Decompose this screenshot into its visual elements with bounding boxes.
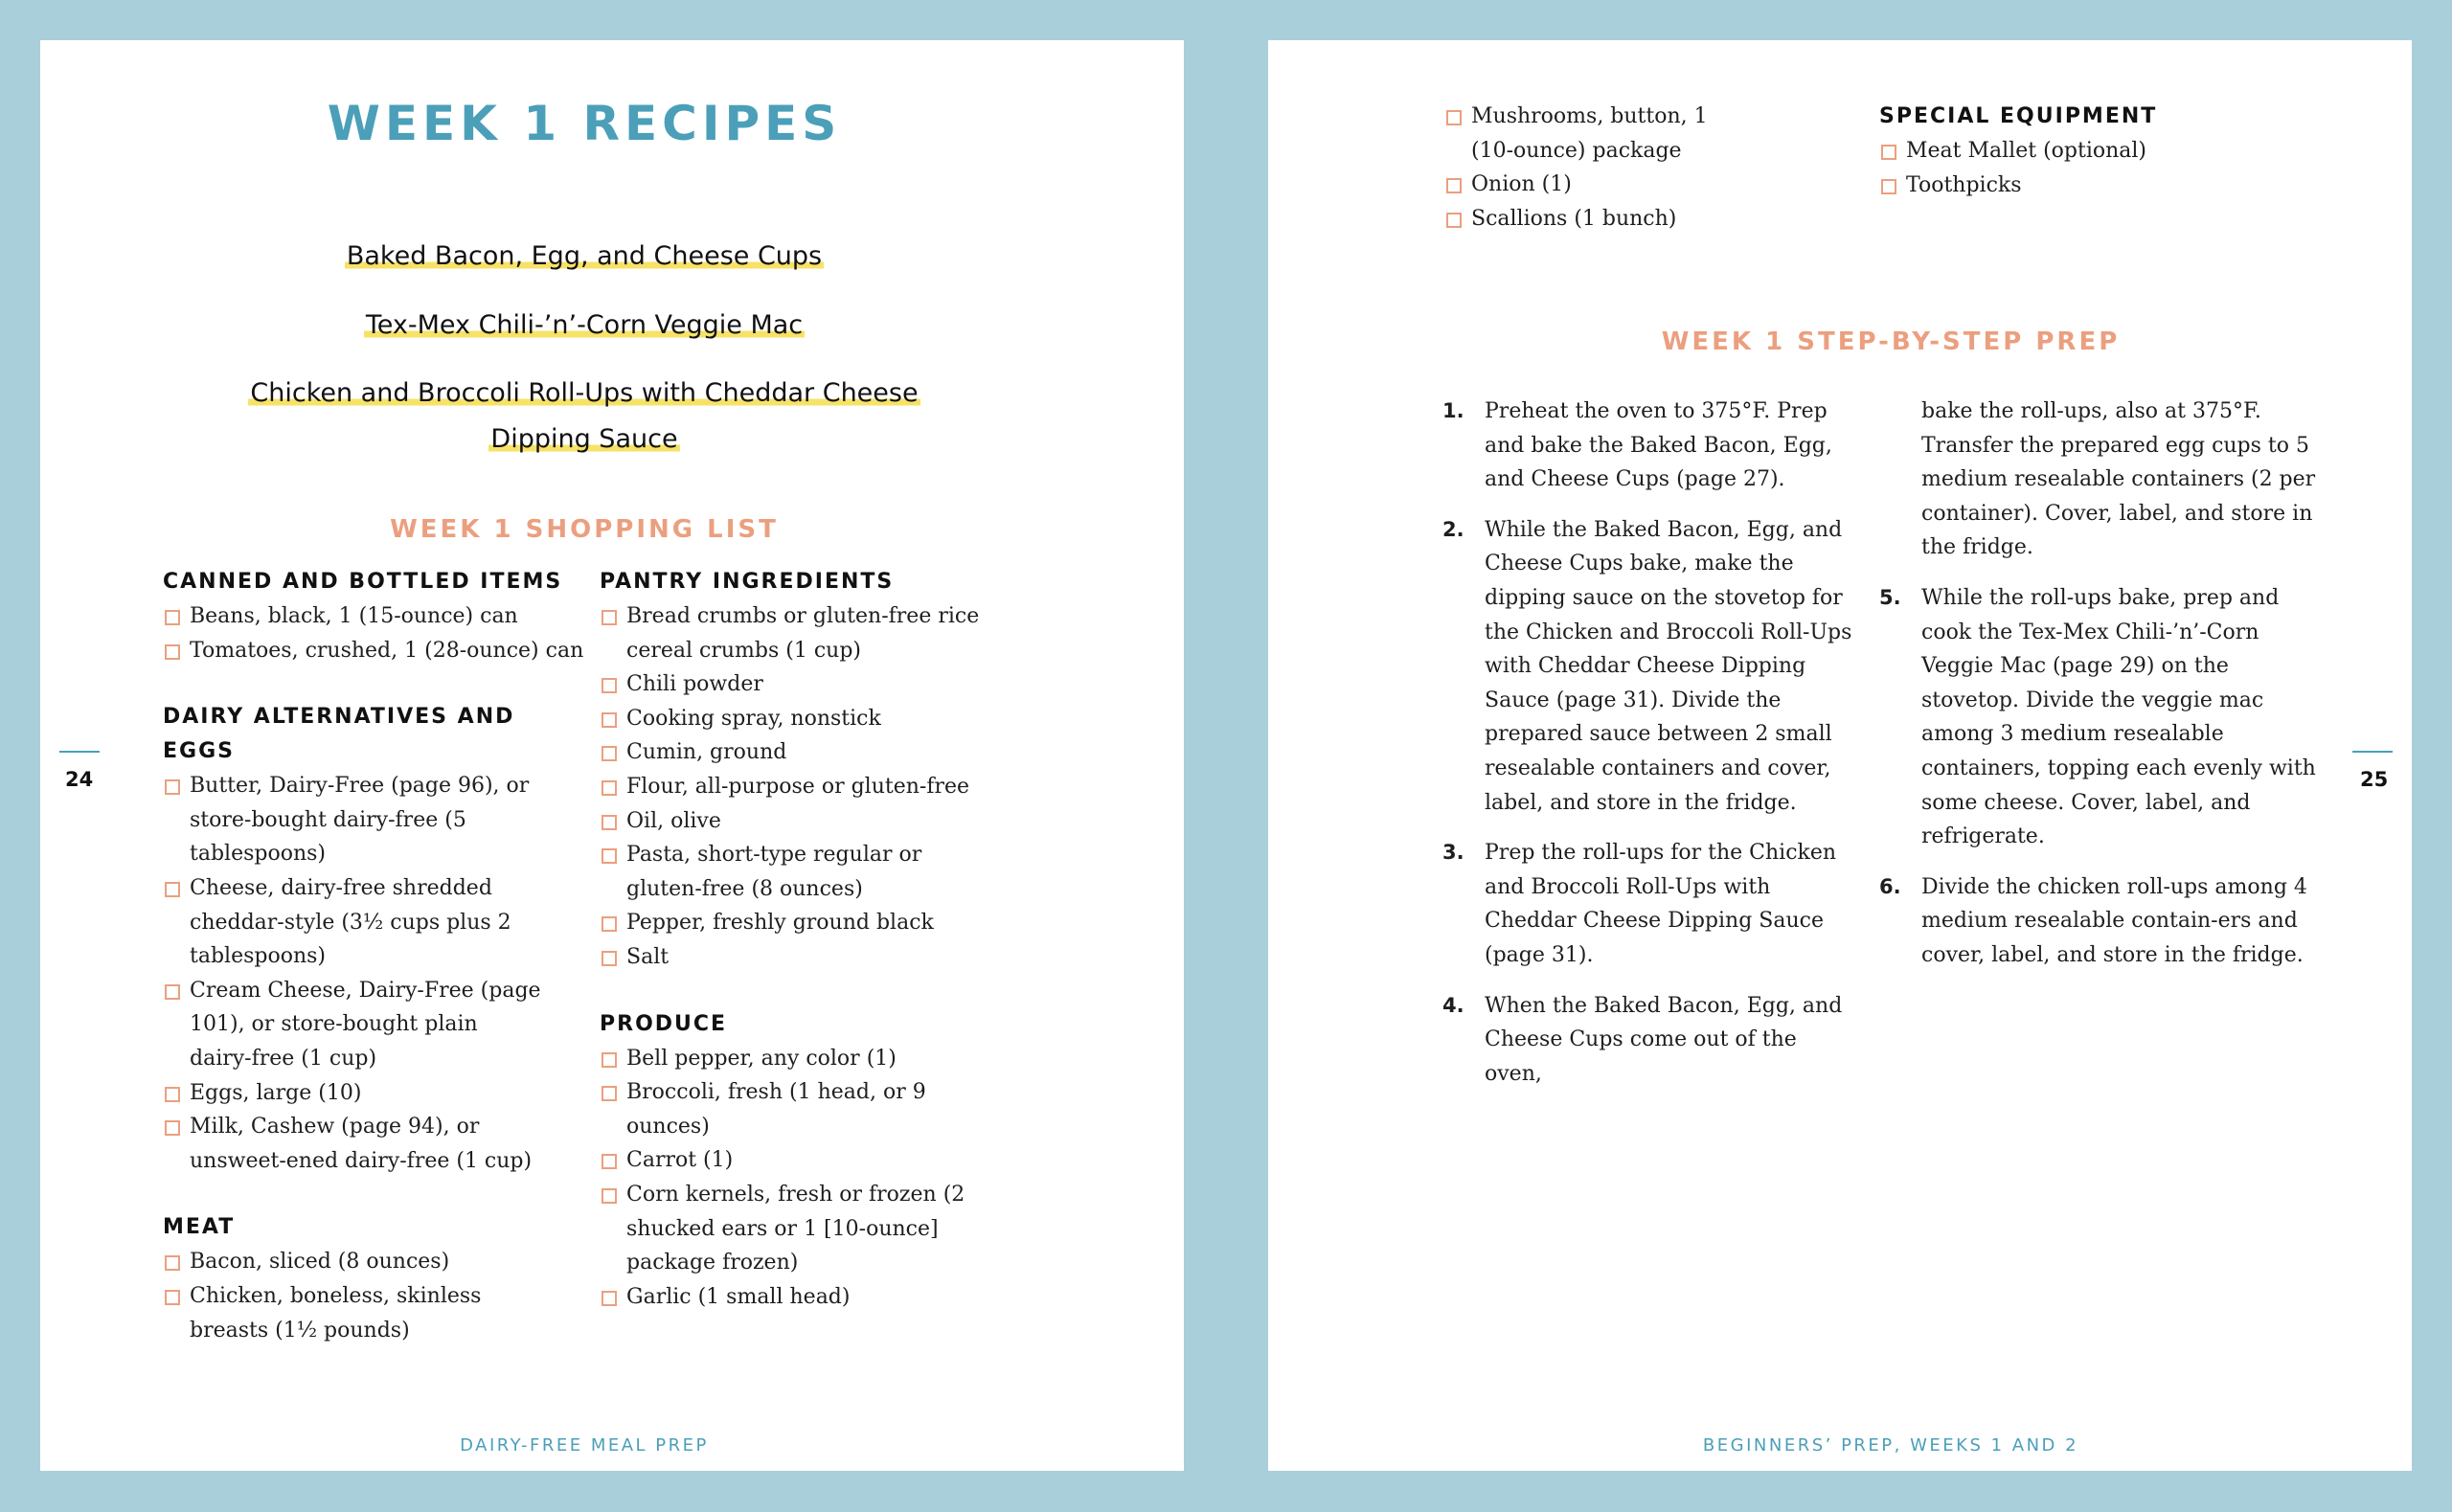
step-item: [1442, 836, 1854, 972]
step-number: 1.: [1442, 399, 1464, 422]
folio-rule: [59, 751, 100, 753]
list-item: Cooking spray, nonstick: [600, 702, 1002, 736]
list-item: Pasta, short-type regular or gluten-free (8 ounces): [600, 838, 1002, 906]
step-list: [1879, 395, 2324, 973]
list-item: Milk, Cashew (page 94), or unsweet-ened dairy-free (1 cup): [163, 1110, 546, 1178]
step-text: Preheat the oven to 375°F. Prep and bake the Baked Bacon, Egg, and Cheese Cups (page 27).: [1485, 399, 1832, 492]
list-item: Mushrooms, button, 1 (10-ounce) package: [1444, 100, 1732, 168]
step-number: 4.: [1442, 993, 1464, 1017]
list-item: Bread crumbs or gluten-free rice cereal crumbs (1 cup): [600, 599, 1002, 667]
list-item: Garlic (1 small head): [600, 1280, 992, 1315]
list-item: Butter, Dairy-Free (page 96), or store-bought dairy-free (5 tablespoons): [163, 769, 546, 871]
shopping-list-heading: WEEK 1 SHOPPING LIST: [390, 515, 779, 544]
category-heading: SPECIAL EQUIPMENT: [1879, 104, 2158, 128]
list-item: Cumin, ground: [600, 735, 1002, 770]
item-list: [1444, 100, 1732, 236]
list-item: Scallions (1 bunch): [1444, 202, 1732, 237]
recipe-title: Dipping Sauce: [490, 424, 678, 454]
list-item: Corn kernels, fresh or frozen (2 shucked ears or 1 [10-ounce] package frozen): [600, 1178, 992, 1280]
list-item: Carrot (1): [600, 1143, 992, 1178]
item-list: [163, 599, 584, 667]
step-text: While the Baked Bacon, Egg, and Cheese Cups bake, make the dipping sauce on the stovetop for the Chicken and Broccoli Roll-Ups with Cheddar Cheese Dipping Sauce (page 31). Divide the prepared sauce between 2 small resealable containers and cover, label, and store in the fridge.: [1485, 517, 1852, 815]
recipe-title: Chicken and Broccoli Roll-Ups with Cheddar Cheese: [250, 378, 919, 408]
step-item: [1442, 395, 1854, 497]
list-item: Salt: [600, 940, 1002, 975]
item-list: [163, 769, 546, 1178]
category-heading: MEAT: [163, 1215, 236, 1240]
category-heading: PRODUCE: [600, 1011, 728, 1036]
steps-column-right: [1879, 395, 2324, 989]
list-item: Tomatoes, crushed, 1 (28-ounce) can: [163, 634, 584, 668]
category-heading: CANNED AND BOTTLED ITEMS: [163, 570, 563, 594]
step-number: 6.: [1879, 874, 1901, 898]
list-item: Beans, black, 1 (15-ounce) can: [163, 599, 584, 634]
list-item: Cream Cheese, Dairy-Free (page 101), or store-bought plain dairy-free (1 cup): [163, 974, 546, 1076]
right-page: [1268, 40, 2412, 1471]
special-equipment: [1879, 100, 2282, 202]
step-item: [1442, 989, 1854, 1092]
recipe-title: Tex-Mex Chili-’n’-Corn Veggie Mac: [365, 310, 804, 340]
list-item: Toothpicks: [1879, 169, 2282, 203]
step-item: [1879, 581, 2324, 854]
folio-rule: [2352, 751, 2393, 753]
item-list: [600, 599, 1002, 975]
step-text: While the roll-ups bake, prep and cook the Tex-Mex Chili-’n’-Corn Veggie Mac (page 29) on the stovetop. Divide the veggie mac among 3 medium resealable containers, topping each evenly with some cheese. Cover, label, and refrigerate.: [1921, 585, 2316, 849]
step-text: When the Baked Bacon, Egg, and Cheese Cups come out of the oven,: [1485, 993, 1843, 1086]
category-heading: DAIRY ALTERNATIVES AND EGGS: [163, 705, 515, 764]
prep-heading: WEEK 1 STEP-BY-STEP PREP: [1661, 327, 2121, 356]
list-item: Eggs, large (10): [163, 1076, 546, 1111]
category-heading: PANTRY INGREDIENTS: [600, 570, 895, 594]
list-item: Cheese, dairy-free shredded cheddar-style (3½ cups plus 2 tablespoons): [163, 871, 546, 974]
recipe-title: Baked Bacon, Egg, and Cheese Cups: [346, 241, 823, 271]
produce-continued: [1444, 100, 1856, 236]
step-item: [1879, 870, 2324, 973]
shopping-column-left: [163, 565, 584, 1347]
page-number: 24: [65, 768, 94, 791]
step-item: [1442, 513, 1854, 820]
left-page: [40, 40, 1184, 1471]
list-item: Chili powder: [600, 667, 1002, 702]
step-text: Divide the chicken roll-ups among 4 medium resealable contain-ers and cover, label, and store in the fridge.: [1921, 874, 2307, 967]
page-number: 25: [2360, 768, 2389, 791]
list-item: Pepper, freshly ground black: [600, 906, 1002, 940]
list-item: Flour, all-purpose or gluten-free: [600, 770, 1002, 804]
list-item: Chicken, boneless, skinless breasts (1½ pounds): [163, 1279, 565, 1347]
step-number: 5.: [1879, 585, 1901, 609]
step-list: [1442, 395, 1854, 1091]
item-list: [163, 1245, 565, 1347]
steps-column-left: [1442, 395, 1854, 1107]
step-text: Prep the roll-ups for the Chicken and Broccoli Roll-Ups with Cheddar Cheese Dipping Sauce (page 31).: [1485, 841, 1837, 967]
item-list: [600, 1042, 992, 1315]
item-list: [1879, 134, 2282, 202]
step-continuation: bake the roll-ups, also at 375°F. Transfer the prepared egg cups to 5 medium resealable containers (2 per container). Cover, label, and store in the fridge.: [1921, 399, 2316, 560]
page-title: WEEK 1 RECIPES: [327, 96, 842, 151]
list-item: Bell pepper, any color (1): [600, 1042, 992, 1076]
list-item: Onion (1): [1444, 168, 1732, 202]
list-item: Bacon, sliced (8 ounces): [163, 1245, 565, 1279]
step-number: 2.: [1442, 517, 1464, 541]
shopping-column-right: [600, 565, 1031, 1314]
list-item: Oil, olive: [600, 804, 1002, 839]
list-item: Meat Mallet (optional): [1879, 134, 2282, 169]
running-footer: DAIRY-FREE MEAL PREP: [460, 1435, 709, 1456]
running-footer: BEGINNERS’ PREP, WEEKS 1 AND 2: [1702, 1435, 2079, 1456]
list-item: Broccoli, fresh (1 head, or 9 ounces): [600, 1075, 992, 1143]
step-number: 3.: [1442, 841, 1464, 865]
